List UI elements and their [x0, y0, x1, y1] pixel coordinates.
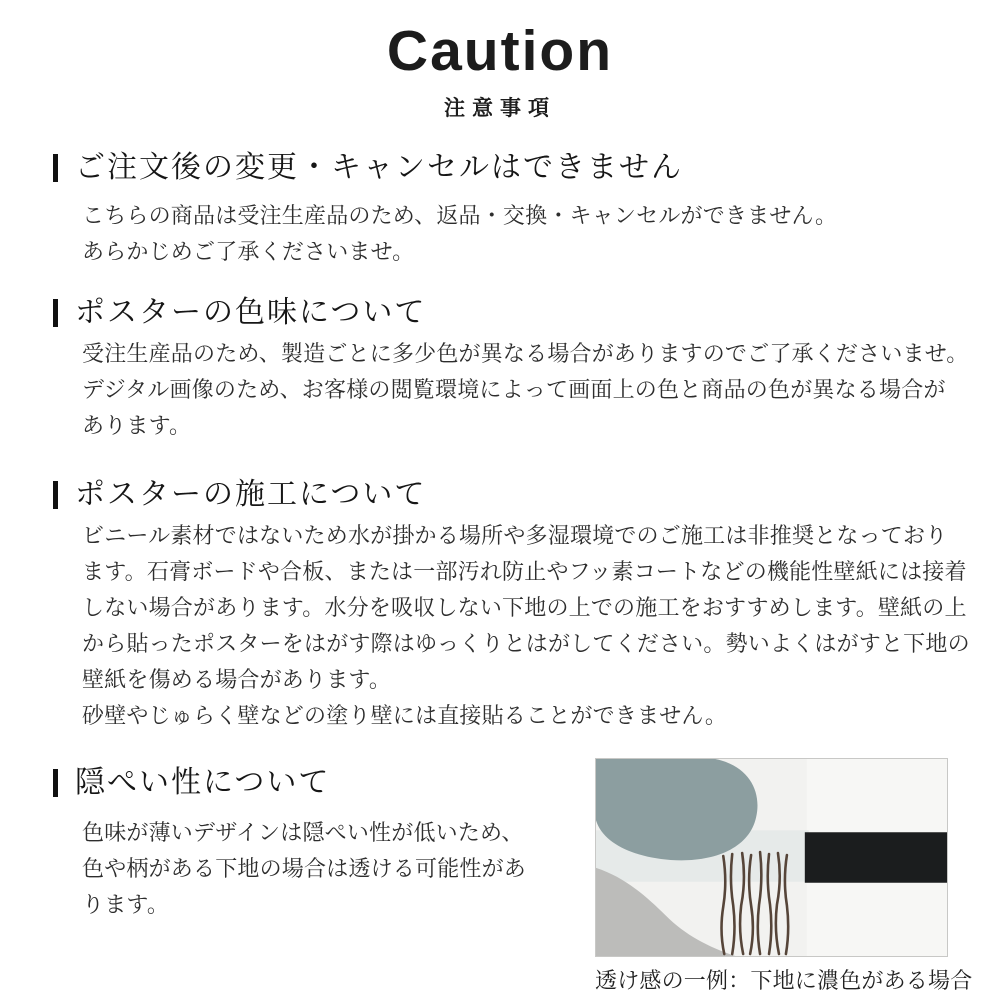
section-heading-text: 隠ぺい性について: [75, 766, 331, 799]
heading-accent-bar: [53, 299, 58, 327]
body-line: 壁紙を傷める場合があります。: [82, 667, 392, 692]
section-poster-installation: [53, 475, 970, 734]
poster-artwork: [596, 759, 947, 956]
body-line: 受注生産品のため、製造ごとに多少色が異なる場合がありますのでご了承くださいませ。: [82, 341, 969, 366]
section-opacity: [53, 763, 526, 923]
body-line: ます。石膏ボードや合板、または一部汚れ防止やフッ素コートなどの機能性壁紙には接着: [82, 559, 967, 584]
body-line: あります。: [82, 413, 192, 438]
section-body: [82, 518, 970, 734]
heading-accent-bar: [53, 154, 58, 182]
section-body: [82, 336, 968, 444]
body-line: ります。: [82, 892, 170, 917]
body-line: 色味が薄いデザインは隠ぺい性が低いため、: [82, 820, 524, 845]
poster-example-image: [595, 758, 948, 957]
section-heading-text: ご注文後の変更・キャンセルはできません: [75, 151, 683, 184]
body-line: から貼ったポスターをはがす際はゆっくりとはがしてください。勢いよくはがすと下地の: [82, 631, 970, 656]
body-line: 色や柄がある下地の場合は透ける可能性があ: [82, 856, 527, 881]
figure-caption: 透け感の一例：下地に濃色がある場合: [595, 968, 973, 993]
page-title: Caution: [386, 19, 614, 83]
section-poster-color: [53, 293, 968, 444]
transparency-example-figure: [595, 758, 973, 995]
heading-accent-bar: [53, 769, 58, 797]
body-line: こちらの商品は受注生産品のため、返品・交換・キャンセルができません。: [82, 203, 838, 228]
heading-accent-bar: [53, 481, 58, 509]
section-order-cancel: [53, 148, 837, 270]
page-subtitle: 注意事項: [444, 97, 556, 120]
body-line: ビニール素材ではないため水が掛かる場所や多湿環境でのご施工は非推奨となっており: [82, 523, 948, 548]
section-heading: [53, 763, 526, 803]
body-line: あらかじめご了承くださいませ。: [82, 239, 415, 264]
body-line: しない場合があります。水分を吸収しない下地の上での施工をおすすめします。壁紙の上: [82, 595, 967, 620]
section-body: [82, 815, 526, 923]
black-rectangle-shape: [805, 832, 947, 882]
section-heading: [53, 475, 970, 515]
section-heading-text: ポスターの施工について: [75, 478, 427, 511]
body-line: 砂壁やじゅらく壁などの塗り壁には直接貼ることができません。: [82, 703, 728, 728]
section-heading: [53, 293, 968, 333]
section-heading: [53, 148, 837, 188]
slate-blob-shape: [596, 759, 757, 860]
section-body: [82, 198, 837, 270]
section-heading-text: ポスターの色味について: [75, 296, 427, 329]
body-line: デジタル画像のため、お客様の閲覧環境によって画面上の色と商品の色が異なる場合が: [82, 377, 946, 402]
